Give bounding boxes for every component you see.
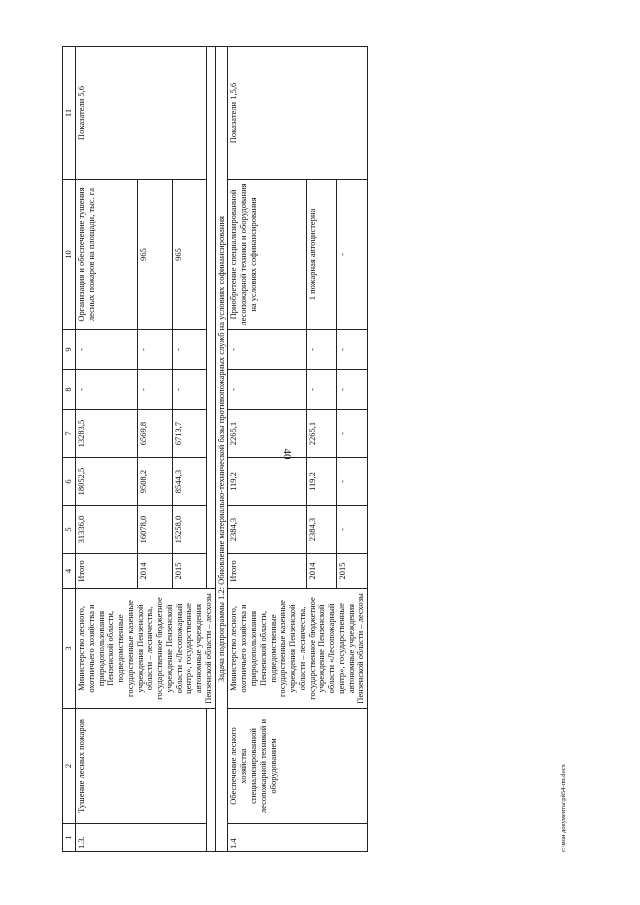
result-cell: 965 [137,180,172,330]
value-cell: - [76,370,138,410]
value-cell: 119,2 [228,458,306,506]
column-number: 11 [63,47,76,180]
column-number: 5 [63,506,76,554]
column-number: 10 [63,180,76,330]
value-cell: 6569,8 [137,410,172,458]
measure-name: Обеспечение лесного хозяйства специализированной лесопожарной техникой и оборудованием [228,709,368,824]
year-cell: 2015 [337,554,368,589]
year-cell: Итого [228,554,306,589]
value-cell: 119,2 [306,458,337,506]
value-cell: 9508,2 [137,458,172,506]
rotated-table-container [62,47,622,852]
result-cell: 965 [172,180,207,330]
value-cell: 15258,0 [172,506,207,554]
value-cell: - [337,506,368,554]
column-number: 3 [63,589,76,709]
value-cell: - [337,410,368,458]
executor-cell: Министерство лесного, охотничьего хозяйства и природопользования Пензенской области, подведомственные государственные казенные учреждения Пензенской области – лесничества, государственное бюджетное учреждение Пензенской области «Лесопожарный центр», государственные автономные учреждения Пензенской области – лесхозы [228,589,368,709]
column-number: 9 [63,330,76,370]
footer-file-path: с:\мои документы\рй54-пп.docx [560,764,567,852]
value-cell: 6713,7 [172,410,207,458]
value-cell: - [337,330,368,370]
value-cell: 8544,3 [172,458,207,506]
measure-number: 1.4 [228,824,368,852]
value-cell: 18052,5 [76,458,138,506]
column-number: 8 [63,370,76,410]
measure-number: 1.3. [76,824,207,852]
value-cell: - [337,370,368,410]
page-number: 40 [281,448,293,460]
result-cell: Организация и обеспечение тушения лесных пожаров на площади, тыс. га [76,180,138,330]
value-cell: 16078,0 [137,506,172,554]
indicator-cell: Показатели 5,6 [76,47,207,180]
year-cell: 2014 [306,554,337,589]
value-cell: - [76,330,138,370]
column-number: 2 [63,709,76,824]
value-cell: 2265,1 [306,410,337,458]
value-cell: 13283,5 [76,410,138,458]
table-row [228,47,306,852]
value-cell: 2384,3 [306,506,337,554]
year-cell: 2015 [172,554,207,589]
column-number: 1 [63,824,76,852]
result-cell: - [337,180,368,330]
indicator-cell: Показатели 1,5,6 [228,47,368,180]
program-measures-table [62,46,368,852]
measure-name: Тушение лесных пожаров [76,709,207,824]
column-number: 7 [63,410,76,458]
table-row-spacer [207,47,215,852]
task-caption: Задача подпрограммы 1.2: Обновление материально-технической базы противопожарных служб на условиях софинансирования [215,47,228,852]
column-number: 6 [63,458,76,506]
value-cell: 2265,1 [228,410,306,458]
value-cell: - [306,330,337,370]
value-cell: - [137,330,172,370]
executor-cell: Министерство лесного, охотничьего хозяйства и природопользования Пензенской области, подведомственные государственные казенные учреждения Пензенской области – лесничества, государственное бюджетное учреждение Пензенской области «Лесопожарный центр», государственные автономные учреждения Пензенской области – лесхозы [76,589,216,709]
result-cell: 1 пожарная автоцистерна [306,180,337,330]
column-number-row [63,47,76,852]
value-cell: - [337,458,368,506]
result-cell: Приобретение специализированной лесопожарной техники и оборудования на условиях софинансирования [228,180,306,330]
year-cell: 2014 [137,554,172,589]
value-cell: 2384,3 [228,506,306,554]
table-row [76,47,138,852]
value-cell: - [228,370,306,410]
value-cell: 31336,0 [76,506,138,554]
value-cell: - [306,370,337,410]
value-cell: - [228,330,306,370]
value-cell: - [137,370,172,410]
value-cell: - [172,370,207,410]
year-cell: Итого [76,554,138,589]
value-cell: - [172,330,207,370]
column-number: 4 [63,554,76,589]
task-caption-row [215,47,228,852]
